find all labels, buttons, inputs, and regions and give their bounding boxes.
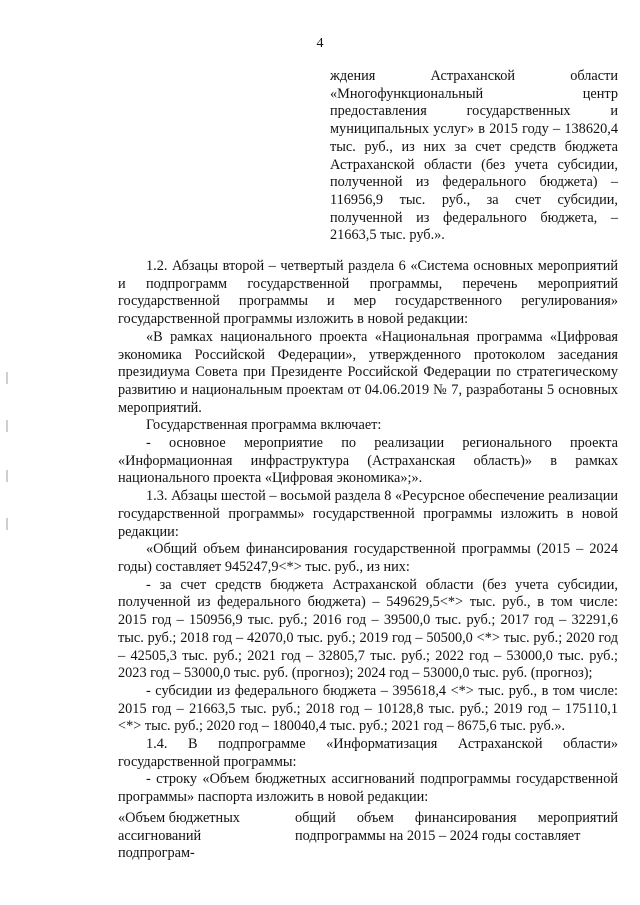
paragraph: - строку «Объем бюджетных ассигнований подпрограммы государственной программы» паспорта изложить в новой редакции:	[118, 771, 618, 806]
table-cell-label: «Объем бюджетных ассигнований подпрограм-	[118, 809, 240, 862]
paragraph: - основное мероприятие по реализации регионального проекта «Информационная инфраструктура (Астраханская область)» в рамках национального проекта «Цифровая экономика»;».	[118, 435, 618, 487]
margin-mark	[6, 372, 8, 384]
paragraph: - за счет средств бюджета Астраханской области (без учета субсидии, полученной из федерального бюджета) – 549629,5<*> тыс. руб., в том числе: 2015 год – 150956,9 тыс. руб.; 2016 год – 39500,0 тыс. руб.; 2017 год – 32291,6 тыс. руб.; 2018 год – 42070,0 тыс. руб.; 2019 год – 50500,0 <*> тыс. руб.; 2020 год – 42505,3 тыс. руб.; 2021 год – 32805,7 тыс. руб.; 2022 год – 53000,0 тыс. руб.; 2023 год – 53000,0 тыс. руб. (прогноз); 2024 год – 53000,0 тыс. руб. (прогноз);	[118, 576, 618, 682]
paragraph: «В рамках национального проекта «Национальная программа «Цифровая экономика Российской Федерации», утвержденного протоколом заседания президиума Совета при Президенте Российской Федерации по стратегическому развитию и национальным проектам от 04.06.2019 № 7, разработаны 5 основных мероприятий.	[118, 328, 618, 416]
passport-table-row	[118, 810, 618, 863]
margin-mark	[6, 420, 8, 432]
paragraph: 1.2. Абзацы второй – четвертый раздела 6 «Система основных мероприятий и подпрограмм государственной программы, перечень мероприятий государственной программы и мер государственного регулирования» государственной программы изложить в новой редакции:	[118, 258, 618, 328]
paragraph: 1.4. В подпрограмме «Информатизация Астраханской области» государственной программы:	[118, 736, 618, 770]
paragraph: - субсидии из федерального бюджета – 395618,4 <*> тыс. руб., в том числе: 2015 год – 21663,5 тыс. руб.; 2018 год – 10128,8 тыс. руб.; 2019 год – 175110,1 <*> тыс. руб.; 2020 год – 180040,4 тыс. руб.; 2021 год – 8675,6 тыс. руб.».	[118, 682, 618, 735]
page-number: 4	[316, 36, 324, 51]
table-continuation-text: ждения Астраханской области «Многофункциональный центр предоставления государственных и муниципальных услуг» в 2015 году – 138620,4 тыс. руб., из них за счет средств бюджета Астраханской области (без учета субсидии, полученной из федерального бюджета) – 116956,9 тыс. руб., за счет субсидии, полученной из федерального бюджета, – 21663,5 тыс. руб.».	[330, 68, 618, 244]
paragraph: «Общий объем финансирования государственной программы (2015 – 2024 годы) составляет 945247,9<*> тыс. руб., из них:	[118, 541, 618, 575]
paragraph: Государственная программа включает:	[146, 417, 382, 434]
document-body	[118, 68, 618, 863]
table-cell-value: общий объем финансирования мероприятий подпрограммы на 2015 – 2024 годы составляет	[295, 809, 618, 844]
margin-mark	[6, 518, 8, 530]
paragraph: 1.3. Абзацы шестой – восьмой раздела 8 «Ресурсное обеспечение реализации государственной программы» государственной программы изложить в новой редакции:	[118, 488, 618, 540]
margin-mark	[6, 470, 8, 482]
